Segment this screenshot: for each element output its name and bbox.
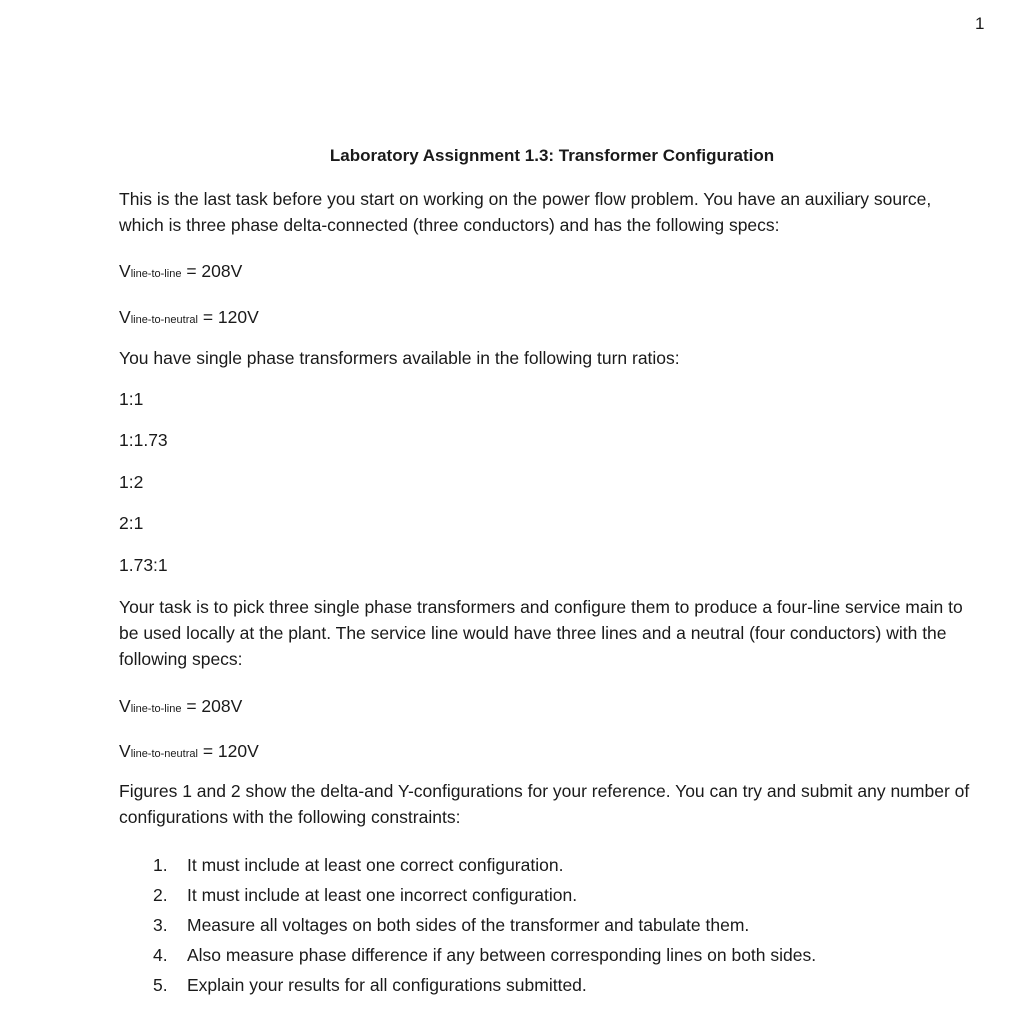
task-paragraph: Your task is to pick three single phase transformers and configure them to produce a four-line service main to be used locally at the plant. The service line would have three lines and a neutral (four conductors) with the following specs: [119,597,963,669]
turn-ratio-item: 1:2 [119,472,144,492]
list-item: 3. Measure all voltages on both sides of the transformer and tabulate them. [153,915,750,935]
list-item: 5. Explain your results for all configurations submitted. [153,975,587,995]
figures-paragraph: Figures 1 and 2 show the delta-and Y-configurations for your reference. You can try and submit any number of configurations with the following constraints: [119,781,970,827]
list-item: 2. It must include at least one incorrect configuration. [153,885,578,905]
turn-ratio-item: 1.73:1 [119,555,168,575]
page-number: 1 [975,14,985,33]
source-spec-line-to-line: Vline-to-line = 208V [119,261,243,281]
list-item: 4. Also measure phase difference if any between corresponding lines on both sides. [153,945,817,965]
page-title: Laboratory Assignment 1.3: Transformer Configuration [329,146,775,165]
intro-paragraph: This is the last task before you start on working on the power flow problem. You have an auxiliary source, which is three phase delta-connected (three conductors) and has the following specs: [119,189,932,235]
turn-ratio-item: 2:1 [119,513,144,533]
list-item: 1. It must include at least one correct configuration. [153,855,564,875]
service-spec-line-to-line: Vline-to-line = 208V [119,696,243,716]
turn-ratio-item: 1:1 [119,389,144,409]
turn-ratio-item: 1:1.73 [119,430,168,450]
turn-ratios-intro: You have single phase transformers available in the following turn ratios: [119,348,680,368]
source-spec-line-to-neutral: Vline-to-neutral = 120V [119,307,259,327]
service-spec-line-to-neutral: Vline-to-neutral = 120V [119,741,259,761]
constraints-list [153,850,816,1000]
